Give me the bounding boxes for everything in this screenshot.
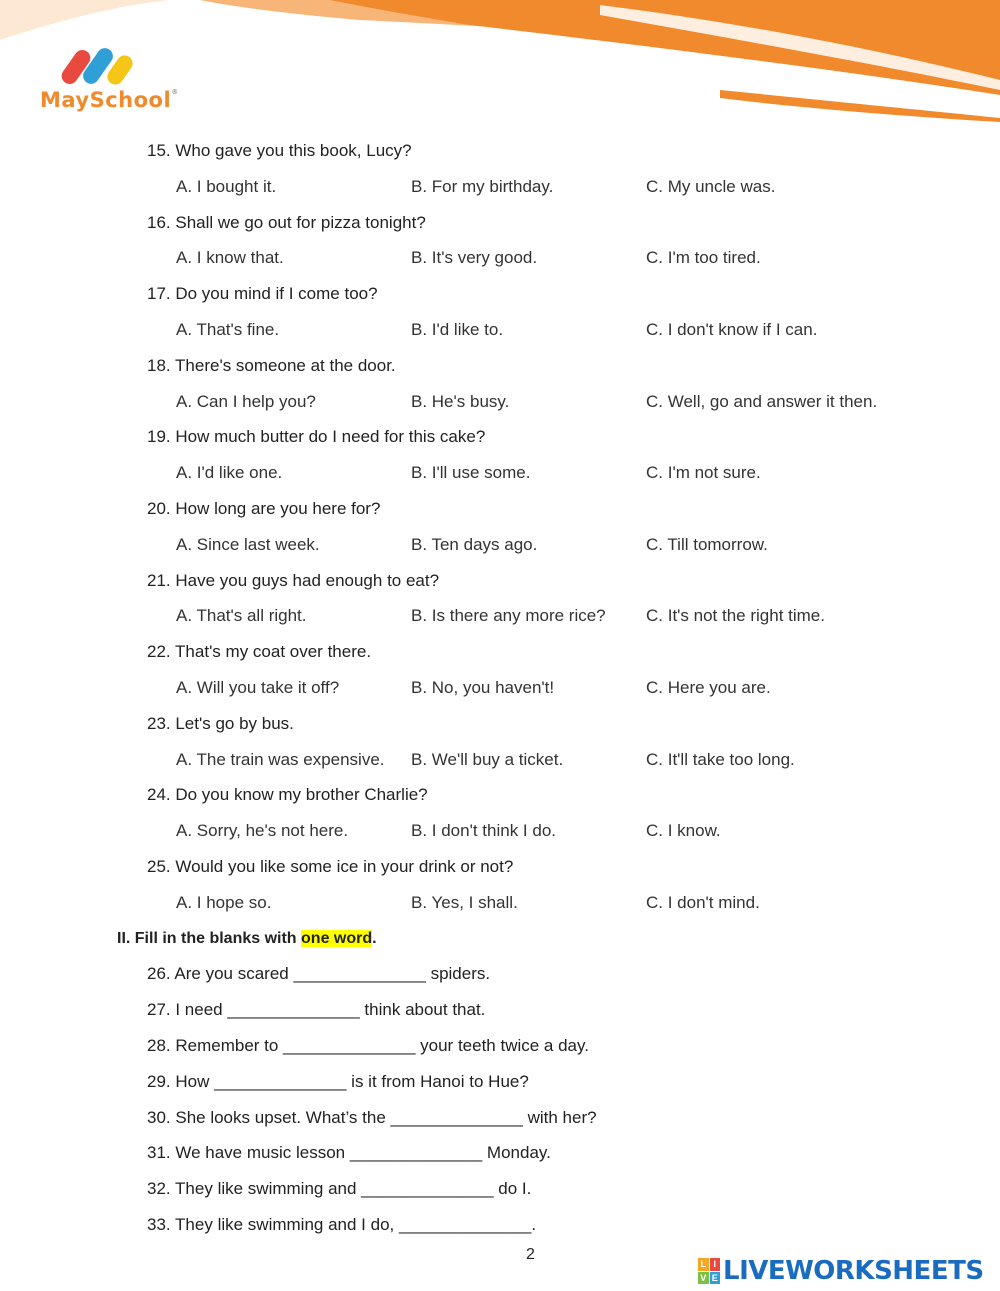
option-c: C. My uncle was. bbox=[646, 177, 776, 196]
mayschool-logo-text: MaySchool® bbox=[40, 88, 179, 112]
option-c: C. I'm not sure. bbox=[646, 463, 761, 482]
liveworksheets-icon: L I V E bbox=[698, 1258, 720, 1284]
option-a: A. Since last week. bbox=[176, 535, 320, 554]
option-b: B. It's very good. bbox=[411, 248, 538, 267]
question-text: 19. How much butter do I need for this cake? bbox=[147, 427, 486, 446]
option-a: A. I'd like one. bbox=[176, 463, 283, 482]
option-c: C. Till tomorrow. bbox=[646, 535, 768, 554]
question-text: 20. How long are you here for? bbox=[147, 499, 381, 518]
section-heading-highlight: one word bbox=[301, 930, 373, 947]
fill-blank-question: 29. How ______________ is it from Hanoi to Hue? bbox=[147, 1072, 529, 1091]
option-b: B. He's busy. bbox=[411, 392, 510, 411]
liveworksheets-logo bbox=[698, 1255, 984, 1287]
section-heading bbox=[117, 929, 377, 949]
option-c: C. It'll take too long. bbox=[646, 750, 795, 769]
option-b: B. I'll use some. bbox=[411, 463, 531, 482]
option-c: C. It's not the right time. bbox=[646, 606, 825, 625]
option-c: C. I don't know if I can. bbox=[646, 320, 818, 339]
question-text: 23. Let's go by bus. bbox=[147, 714, 294, 733]
option-c: C. I know. bbox=[646, 821, 721, 840]
option-c: C. Well, go and answer it then. bbox=[646, 392, 878, 411]
option-b: B. I don't think I do. bbox=[411, 821, 556, 840]
option-a: A. Will you take it off? bbox=[176, 678, 340, 697]
option-c: C. Here you are. bbox=[646, 678, 771, 697]
option-a: A. Sorry, he's not here. bbox=[176, 821, 349, 840]
section-heading-suffix: . bbox=[372, 930, 377, 947]
option-b: B. Is there any more rice? bbox=[411, 606, 606, 625]
option-a: A. That's all right. bbox=[176, 606, 307, 625]
option-a: A. That's fine. bbox=[176, 320, 280, 339]
question-text: 25. Would you like some ice in your drink or not? bbox=[147, 857, 514, 876]
option-b: B. For my birthday. bbox=[411, 177, 554, 196]
option-b: B. Yes, I shall. bbox=[411, 893, 518, 912]
question-text: 22. That's my coat over there. bbox=[147, 642, 372, 661]
question-text: 15. Who gave you this book, Lucy? bbox=[147, 141, 412, 160]
question-text: 21. Have you guys had enough to eat? bbox=[147, 571, 440, 590]
option-a: A. Can I help you? bbox=[176, 392, 316, 411]
fill-blank-question: 30. She looks upset. What’s the ______________ with her? bbox=[147, 1108, 597, 1127]
liveworksheets-text: LIVEWORKSHEETS bbox=[723, 1256, 984, 1286]
fill-blank-question: 31. We have music lesson ______________ Monday. bbox=[147, 1143, 551, 1162]
fill-blank-question: 32. They like swimming and ______________ do I. bbox=[147, 1179, 532, 1198]
option-c: C. I don't mind. bbox=[646, 893, 760, 912]
option-b: B. We'll buy a ticket. bbox=[411, 750, 564, 769]
option-b: B. No, you haven't! bbox=[411, 678, 555, 697]
option-a: A. I hope so. bbox=[176, 893, 272, 912]
option-a: A. I bought it. bbox=[176, 177, 277, 196]
fill-blank-question: 28. Remember to ______________ your teeth twice a day. bbox=[147, 1036, 589, 1055]
option-a: A. I know that. bbox=[176, 248, 284, 267]
question-text: 17. Do you mind if I come too? bbox=[147, 284, 378, 303]
option-b: B. Ten days ago. bbox=[411, 535, 538, 554]
fill-blank-question: 33. They like swimming and I do, ______________. bbox=[147, 1215, 537, 1234]
fill-blank-question: 27. I need ______________ think about that. bbox=[147, 1000, 486, 1019]
fill-blank-question: 26. Are you scared ______________ spiders. bbox=[147, 964, 491, 983]
question-text: 24. Do you know my brother Charlie? bbox=[147, 785, 428, 804]
option-b: B. I'd like to. bbox=[411, 320, 504, 339]
page-number: 2 bbox=[526, 1246, 535, 1263]
question-text: 18. There's someone at the door. bbox=[147, 356, 396, 375]
section-heading-prefix: II. Fill in the blanks with bbox=[117, 930, 302, 947]
option-a: A. The train was expensive. bbox=[176, 750, 385, 769]
question-text: 16. Shall we go out for pizza tonight? bbox=[147, 213, 426, 232]
option-c: C. I'm too tired. bbox=[646, 248, 761, 267]
